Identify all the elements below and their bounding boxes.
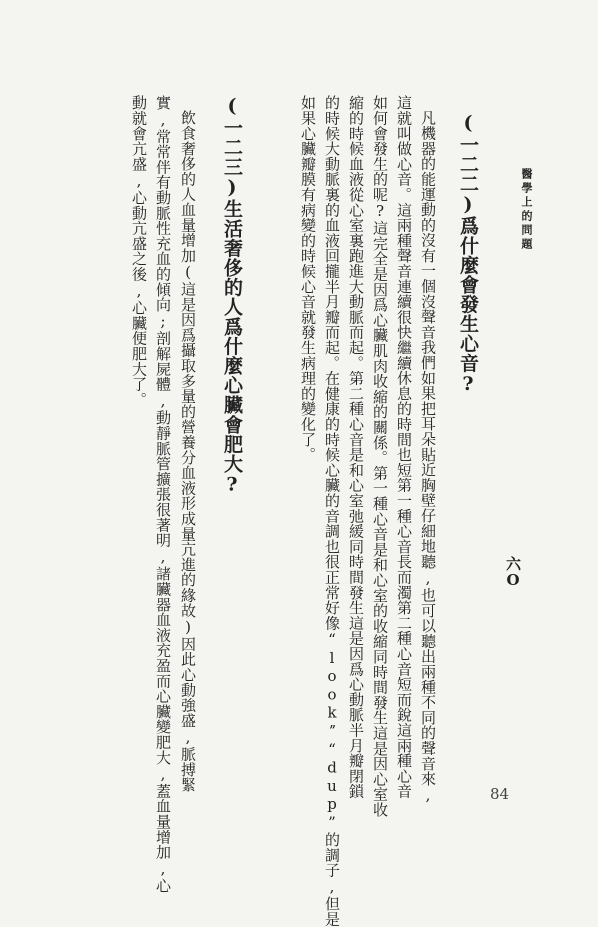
body-line: 實,常常伴有動脈性充血的傾向;剖解屍體,動靜脈管擴張很著明,諸臟器血液充盈而心臟變肥大,蓋血量增加,心 (154, 95, 172, 894)
body-line: 動就會亢盛,心動亢盛之後,心臟便肥大了。 (130, 95, 148, 407)
body-line: 這就叫做心音。這兩種聲音連續很快繼續休息的時間也短第一種心音長而濁第二種心音短而銳這兩種心音 (395, 95, 413, 799)
body-line: 飲食奢侈的人血量增加(這是因爲攝取多量的營養分血液形成量亢進的緣故)因此心動強盛,脈搏緊 (179, 110, 197, 793)
running-title: 醫學上的問題 (520, 168, 533, 252)
section-122-heading: (一二二)爲什麼會發生心音? (457, 112, 479, 396)
body-line: 縮的時候血液從心室裏跑進大動脈而起。第二種心音是和心室弛緩同時間發生這是因爲心動脈半月瓣閉鎖 (347, 95, 365, 799)
body-line: 凡機器的能運動的沒有一個沒聲音我們如果把耳朵貼近胸壁仔細地聽,也可以聽出兩種不同的聲音來, (419, 110, 437, 805)
body-line: 如何會發生的呢?這完全是因爲心臟肌肉收縮的關係。第一種心音是和心室的收縮同時間發生這是因心室收 (371, 95, 389, 818)
body-line: 如果心臟瓣膜有病變的時候心音就發生病理的變化了。 (299, 95, 317, 463)
page-number: 84 (490, 785, 510, 803)
folio-chinese: 六O (504, 556, 522, 589)
section-123-heading: (一二三)生活奢侈的人爲什麼心臟會肥大? (221, 95, 243, 496)
body-line: 的時候大動脈裏的血液回攏半月瓣而起。在健康的時候心臟的音調也很正常好像“lookˮ“dup”的調子,但是 (323, 95, 341, 927)
